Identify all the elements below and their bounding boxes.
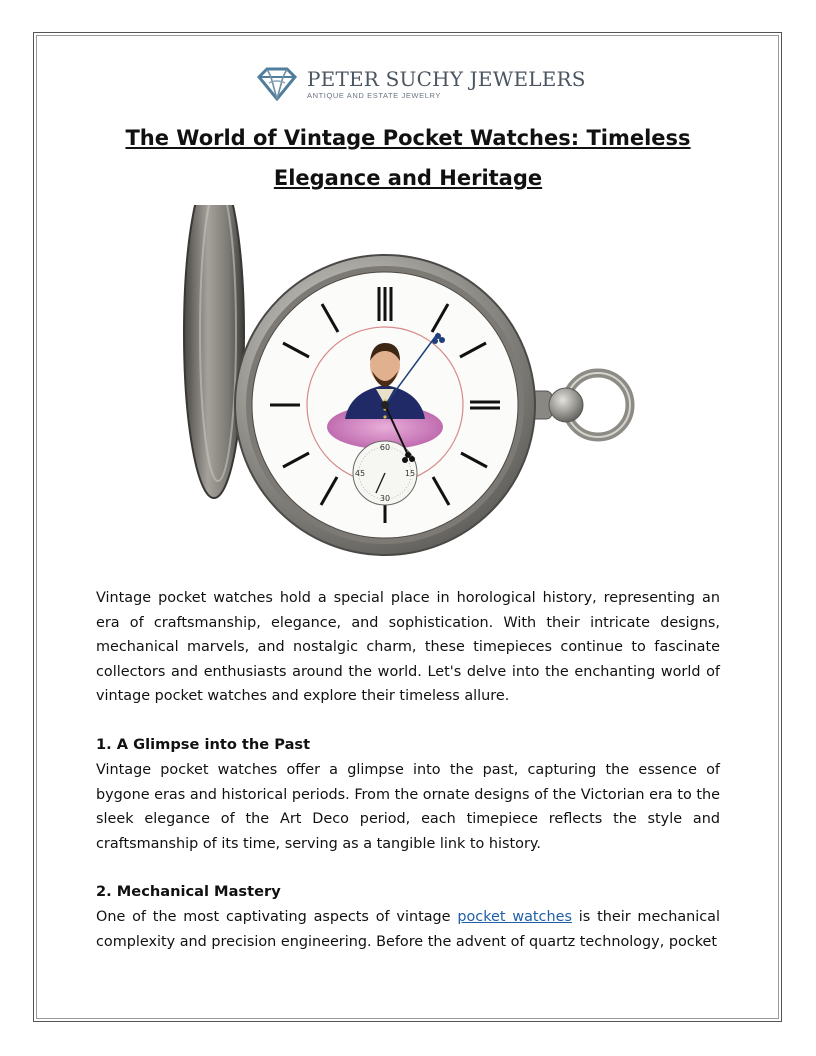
intro-paragraph: Vintage pocket watches hold a special place in horological history, representing an era of craftsmanship, elegance, and sophistication. With their intricate designs, mechanical marvels, and nostalgic charm, these timepieces continue to fascinate collectors and enthusiasts around the world. Let's delve into the enchanting world of vintage pocket watches and explore their timeless allure.	[96, 590, 720, 704]
brand-name: PETER SUCHY JEWELERS	[307, 67, 586, 91]
subdial-numeral: 45	[354, 469, 366, 478]
subdial-numeral: 15	[404, 469, 416, 478]
subdial-numeral: 30	[379, 494, 391, 503]
diamond-logo-icon	[255, 67, 299, 101]
section-body-past: Vintage pocket watches offer a glimpse into the past, capturing the essence of bygone eras and historical periods. From the ornate designs of the Victorian era to the sleek elegance of the Art Deco period, each timepiece reflects the style and craftsmanship of its time, serving as a tangible link to history.	[96, 762, 720, 852]
section-heading-past: 1. A Glimpse into the Past	[96, 736, 311, 753]
pocket-watches-link[interactable]: pocket watches	[457, 909, 572, 925]
page-title: The World of Vintage Pocket Watches: Timeless Elegance and Heritage	[125, 126, 691, 190]
pocket-watch-image	[180, 205, 640, 565]
brand-tagline: ANTIQUE AND ESTATE JEWELRY	[307, 91, 441, 100]
section-heading-mechanical: 2. Mechanical Mastery	[96, 883, 281, 900]
mechanical-text-start: One of the most captivating aspects of vintage	[96, 909, 458, 925]
subdial-numeral: 60	[379, 443, 391, 452]
section-body-mechanical	[96, 905, 720, 954]
mechanical-text-end: is their mechanical complexity and precision engineering. Before the advent of quartz technology, pocket	[96, 909, 721, 950]
brand-logo[interactable]	[255, 64, 586, 104]
